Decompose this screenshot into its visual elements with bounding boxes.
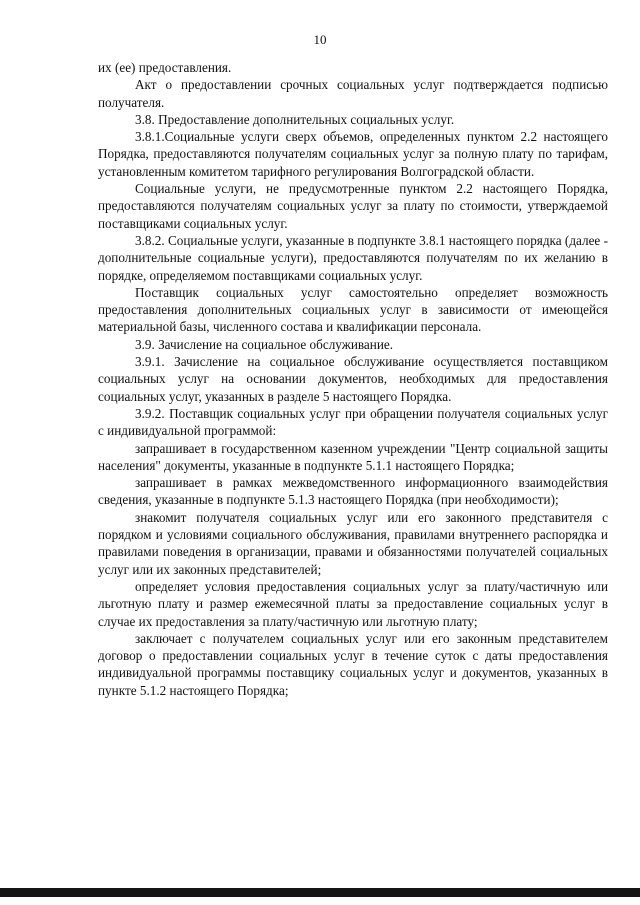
list-item-determines-conditions: определяет условия предоставления социальных услуг за плату/частичную или льготную плату и размер ежемесячной платы за предоставление социальных услуг в случае их предоставления за плату/частичную или льготную плату; [98, 578, 608, 629]
paragraph-act: Акт о предоставлении срочных социальных услуг подтверждается подписью получателя. [98, 77, 608, 110]
paragraph-provider-determines: Поставщик социальных услуг самостоятельно определяет возможность предоставления дополнительных социальных услуг в зависимости от имеющейся материальной базы, численного состава и квалификации персонала. [98, 284, 608, 335]
paragraph-3-9-1: 3.9.1. Зачисление на социальное обслуживание осуществляется поставщиком социальных услуг на основании документов, необходимых для предоставления социальных услуг, указанных в разделе 5 настоящего Порядка. [98, 354, 608, 404]
paragraph-continuation: их (ее) предоставления. [98, 60, 232, 75]
list-item-acquaints: знакомит получателя социальных услуг или его законного представителя с порядком и условиями социального обслуживания, правилами внутреннего распорядка и правилами поведения в организации, правами и обязанностями получателей социальных услуг или их законных представителей; [98, 509, 608, 577]
list-item-concludes-contract: заключает с получателем социальных услуг или его законным представителем договор о предоставлении социальных услуг в течение суток с даты предоставления индивидуальной программы поставщику социальных услуг и документов, указанных в пункте 5.1.2 настоящего Порядка; [98, 630, 608, 698]
page-number: 10 [313, 32, 327, 47]
list-item-requests-interagency: запрашивает в рамках межведомственного информационного взаимодействия сведения, указанные в подпункте 5.1.3 настоящего Порядка (при необходимости); [98, 475, 608, 508]
section-heading-3-9: 3.9. Зачисление на социальное обслуживание. [135, 336, 394, 352]
scan-edge-bar [0, 888, 640, 897]
section-heading-3-8: 3.8. Предоставление дополнительных социальных услуг. [135, 111, 455, 127]
paragraph-3-8-1: 3.8.1.Социальные услуги сверх объемов, определенных пунктом 2.2 настоящего Порядка, предоставляются получателям социальных услуг за полную плату по тарифам, установленным комитетом тарифного регулирования Волгоградской области. [98, 129, 608, 179]
list-item-requests-center: запрашивает в государственном казенном учреждении "Центр социальной защиты населения" документы, указанные в подпункте 5.1.1 настоящего Порядка; [98, 440, 608, 473]
document-body [98, 59, 608, 699]
paragraph-services-not-provided: Социальные услуги, не предусмотренные пунктом 2.2 настоящего Порядка, предоставляются получателям социальных услуг за плату по стоимости, утверждаемой поставщиками социальных услуг. [98, 181, 608, 231]
paragraph-3-8-2: 3.8.2. Социальные услуги, указанные в подпункте 3.8.1 настоящего порядка (далее - дополнительные социальные услуги), предоставляются получателям по их желанию в порядке, определяемом поставщиками социальных услуг. [98, 232, 608, 283]
paragraph-3-9-2: 3.9.2. Поставщик социальных услуг при обращении получателя социальных услуг с индивидуальной программой: [98, 405, 608, 439]
